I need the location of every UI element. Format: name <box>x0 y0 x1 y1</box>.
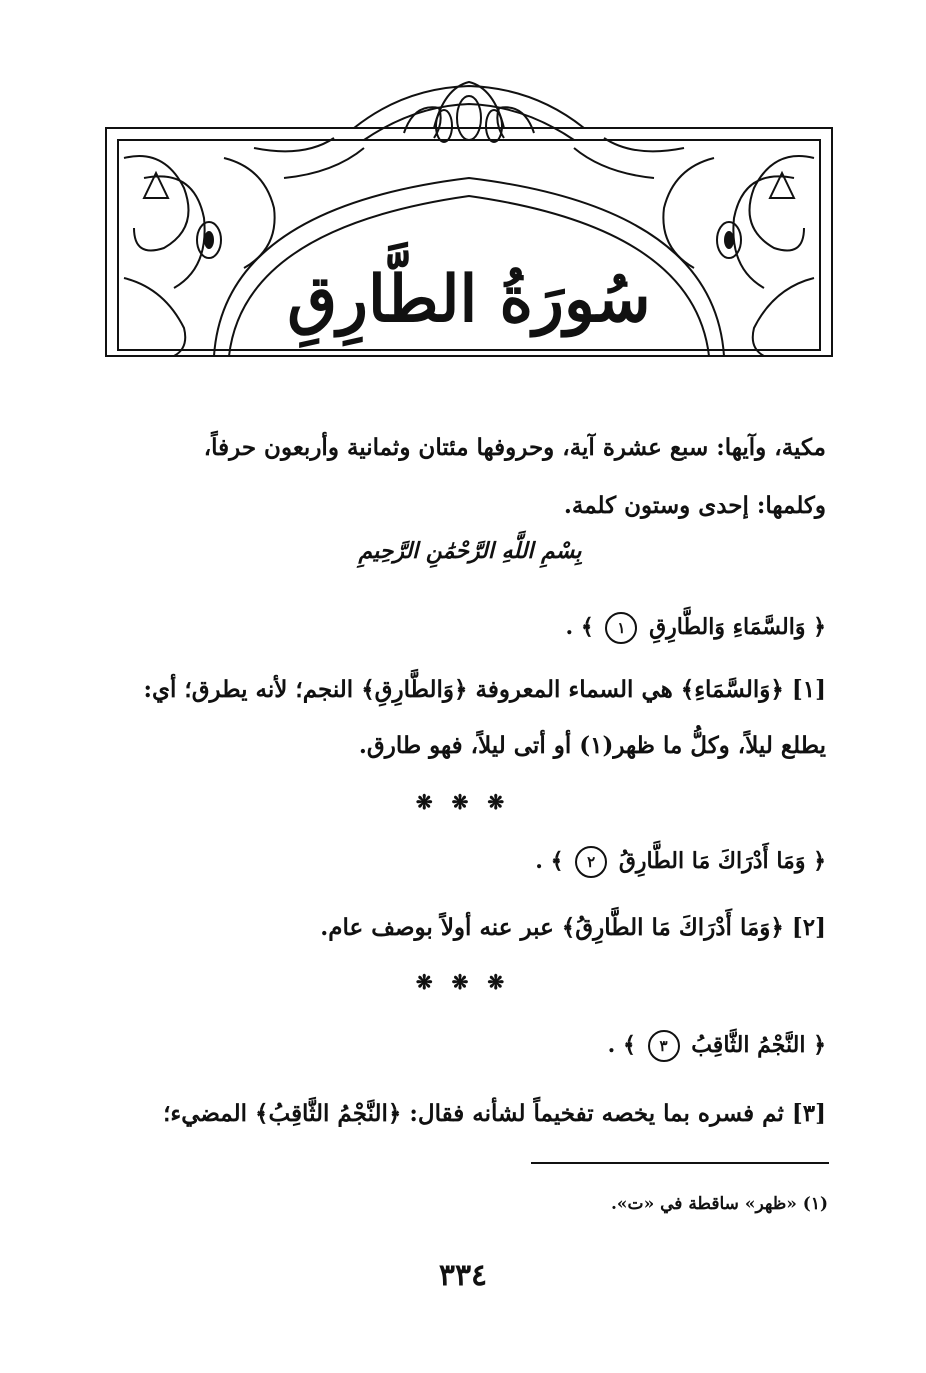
verse-number-badge: ١ <box>605 612 637 644</box>
footnote: (١) «ظهر» ساقطة في «ت». <box>611 1194 828 1214</box>
page-number: ٣٣٤ <box>438 1258 488 1293</box>
basmala: بِسْمِ اللَّهِ الرَّحْمَٰنِ الرَّحِيمِ <box>358 538 582 564</box>
verse-3 <box>108 1030 826 1062</box>
section-separator: ❋ ❋ ❋ <box>415 970 511 994</box>
verse-tail: ﴾ . <box>607 1032 636 1058</box>
verse-1 <box>108 612 826 644</box>
intro-line-2: وكلمها: إحدى وستون كلمة. <box>563 492 826 519</box>
commentary-1-line-2: يطلع ليلاً، وكلُّ ما ظهر(١) أو أتى ليلاً، فهو طارق. <box>358 732 826 759</box>
intro-line-1: مكية، وآيها: سبع عشرة آية، وحروفها مئتان وثمانية وأربعون حرفاً، <box>203 434 826 461</box>
footnote-divider <box>531 1162 829 1164</box>
verse-number-badge: ٢ <box>575 846 607 878</box>
verse-tail: ﴾ . <box>565 614 594 640</box>
section-separator: ❋ ❋ ❋ <box>415 790 511 814</box>
verse-tail: ﴾ . <box>535 848 564 874</box>
verse-text: ﴿ وَالسَّمَاءِ وَالطَّارِقِ <box>649 614 826 640</box>
verse-2 <box>108 846 826 878</box>
commentary-3: [٣] ثم فسره بما يخصه تفخيماً لشأنه فقال: ﴿النَّجْمُ الثَّاقِبُ﴾ المضيء؛ <box>163 1100 826 1127</box>
verse-number-badge: ٣ <box>648 1030 680 1062</box>
verse-text: ﴿ النَّجْمُ الثَّاقِبُ <box>691 1032 826 1058</box>
commentary-2: [٢] ﴿وَمَا أَدْرَاكَ مَا الطَّارِقُ﴾ عبر عنه أولاً بوصف عام. <box>320 914 826 941</box>
commentary-1-line-1: [١] ﴿وَالسَّمَاءِ﴾ هي السماء المعروفة ﴿وَالطَّارِقِ﴾ النجم؛ لأنه يطرق؛ أي: <box>143 676 826 703</box>
verse-text: ﴿ وَمَا أَدْرَاكَ مَا الطَّارِقُ <box>618 848 826 874</box>
surah-title: سُورَةُ الطَّارِقِ <box>287 262 651 337</box>
